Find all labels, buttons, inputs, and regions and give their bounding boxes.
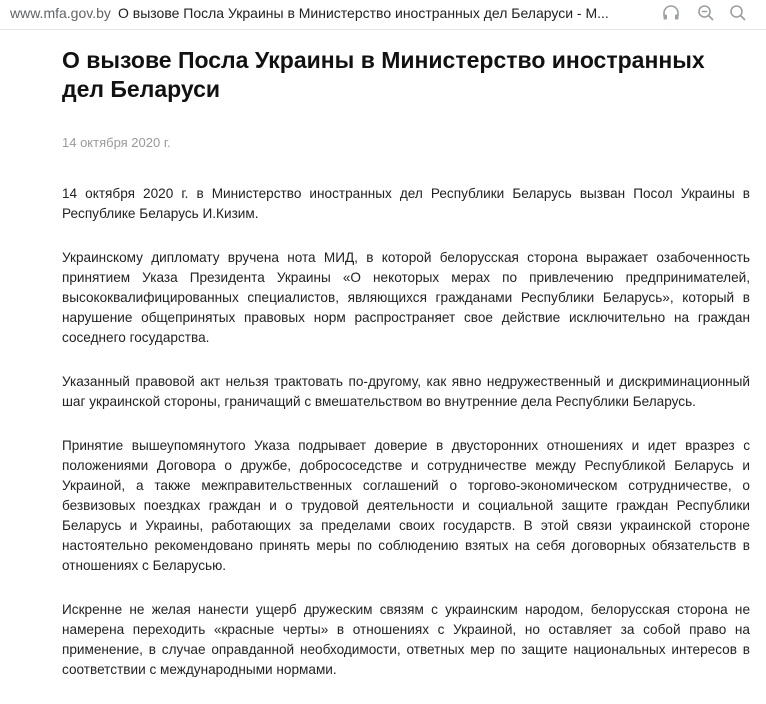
article-date: 14 октября 2020 г. [62, 135, 171, 150]
article-paragraph: 14 октября 2020 г. в Министерство иностранных дел Республики Беларусь вызван Посол Украины в Республике Беларусь И.Кизим. [62, 186, 750, 221]
article-body [62, 184, 750, 704]
article-paragraph: Украинскому дипломату вручена нота МИД, в которой белорусская сторона выражает озабоченность принятием Указа Президента Украины «О некоторых мерах по привлечению предпринимателей, высококвалифицированных специалистов, являющихся гражданами Республики Беларусь», который в нарушение общепринятых правовых норм распространяет свое действие исключительно на граждан соседнего государства. [62, 250, 750, 345]
article-paragraph: Принятие вышеупомянутого Указа подрывает доверие в двусторонних отношениях и идет вразрез с положениями Договора о дружбе, добрососедстве и сотрудничестве между Республикой Беларусь и Украиной, а также межправительственных соглашений о торгово-экономическом сотрудничестве, о безвизовых поездках граждан и о трудовой деятельности и социальной защите граждан Республики Беларусь и Украины, работающих за пределами своих государств. В этой связи украинской стороне настоятельно рекомендовано принять меры по соблюдению взятых на себя договорных обязательств в отношениях с Беларусью. [62, 438, 750, 573]
tab-title: О вызове Посла Украины в Министерство иностранных дел Беларуси - М... [118, 5, 609, 21]
headphones-icon[interactable] [661, 3, 681, 23]
search-icon[interactable] [728, 3, 748, 23]
article [62, 46, 750, 677]
browser-toolbar [0, 0, 766, 30]
zoom-out-icon[interactable] [696, 3, 716, 23]
article-title: О вызове Посла Украины в Министерство иностранных дел Беларуси [62, 47, 705, 102]
url-domain[interactable]: www.mfa.gov.by [10, 5, 111, 21]
article-paragraph: Указанный правовой акт нельзя трактовать по-другому, как явно недружественный и дискриминационный шаг украинской стороны, граничащий с вмешательством во внутренние дела Республики Беларусь. [62, 374, 750, 409]
article-paragraph: Искренне не желая нанести ущерб дружеским связям с украинским народом, белорусская сторона не намерена переходить «красные черты» в отношениях с Украиной, но оставляет за собой право на применение, в случае оправданной необходимости, ответных мер по защите национальных интересов в соответствии с международными нормами. [62, 602, 750, 677]
